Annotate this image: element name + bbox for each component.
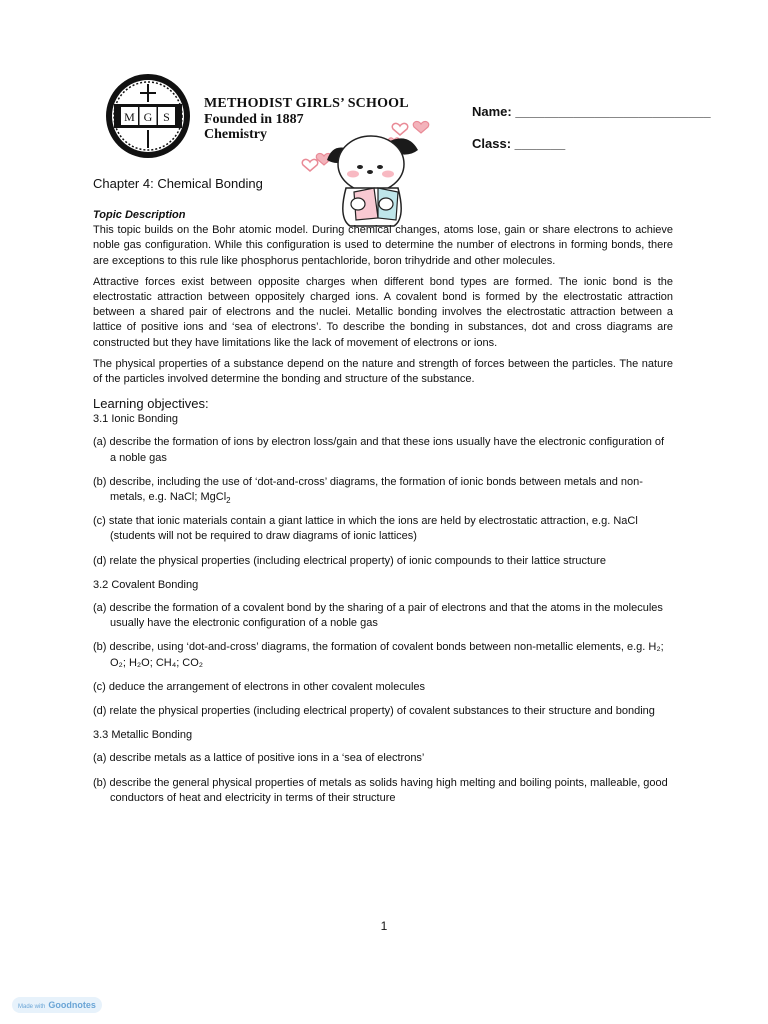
objective-ionic-b-text: (b) describe, including the use of ‘dot-and-cross’ diagrams, the formation of ionic bonds between metals and non- metals, e.g. NaCl; MgCl — [93, 475, 643, 504]
topic-paragraph-1: This topic builds on the Bohr atomic model. During chemical changes, atoms lose, gain or share electrons to achieve noble gas configuration. While this configuration is used to determine the number of electrons in forming bonds, there are exceptions to this rule like phosphorus pentachloride, boron trihydride and other molecules. — [93, 224, 673, 267]
crest-letter-g: G — [143, 110, 153, 124]
name-field: Name: ___________________________ — [472, 104, 711, 119]
section-ionic-title: 3.1 Ionic Bonding — [93, 413, 179, 426]
objectives-heading: Learning objectives: — [93, 396, 209, 412]
main-content — [93, 208, 673, 815]
objective-covalent-d: (d) relate the physical properties (including electrical property) of covalent substances to their structure and bonding — [93, 705, 655, 718]
founded-line: Founded in 1887 — [204, 112, 304, 127]
topic-paragraph-3: The physical properties of a substance depend on the nature and strength of forces between the particles. The nature of the particles involved determine the bonding and structure of the substance. — [93, 357, 673, 386]
objective-ionic-b-subscript: 2 — [226, 496, 231, 506]
objective-ionic-a: (a) describe the formation of ions by electron loss/gain and that these ions usually have the electronic configuration of a noble gas — [93, 436, 665, 464]
objective-ionic-b — [93, 475, 673, 505]
objective-covalent-b: (b) describe, using ‘dot-and-cross’ diagrams, the formation of covalent bonds between non-metallic elements, e.g. H₂; O₂; H₂O; CH₄; CO₂ — [93, 641, 664, 669]
objective-covalent-a: (a) describe the formation of a covalent bond by the sharing of a pair of electrons and that the atoms in the molecules usually have the electronic configuration of a noble gas — [93, 602, 663, 630]
goodnotes-badge[interactable] — [12, 997, 102, 1013]
page-number: 1 — [380, 919, 388, 933]
crest-letter-m: M — [124, 110, 135, 124]
section-covalent-title: 3.2 Covalent Bonding — [93, 578, 199, 591]
objective-covalent-c: (c) deduce the arrangement of electrons in other covalent molecules — [93, 680, 426, 693]
chapter-title: Chapter 4: Chemical Bonding — [93, 176, 263, 191]
objective-ionic-d: (d) relate the physical properties (including electrical property) of ionic compounds to their lattice structure — [93, 554, 606, 567]
badge-prefix: Made with — [18, 1004, 46, 1010]
objective-metallic-b: (b) describe the general physical properties of metals as solids having high melting and boiling points, malleable, good conductors of heat and electricity in terms of their structure — [93, 776, 668, 804]
objective-metallic-a: (a) describe metals as a lattice of positive ions in a ‘sea of electrons’ — [93, 752, 425, 765]
subject-line: Chemistry — [204, 127, 267, 142]
crest-letter-s: S — [163, 110, 170, 124]
class-field: Class: _______ — [472, 136, 566, 151]
badge-brand: Goodnotes — [48, 1000, 96, 1010]
section-metallic-title: 3.3 Metallic Bonding — [93, 729, 193, 742]
topic-paragraph-2: Attractive forces exist between opposite charges when different bond types are formed. The ionic bond is the electrostatic attraction between oppositely charged ions. A covalent bond is formed by the electrostatic attraction between a shared pair of electrons and the nuclei. Metallic bonding involves the electrostatic attraction between a lattice of positive ions and ‘sea of electrons’. To describe the bonding in substances, dot and cross diagrams are constructed but they have limitations like the lack of movement of electrons or ions. — [93, 275, 673, 349]
school-crest-icon — [104, 72, 192, 160]
objective-ionic-c: (c) state that ionic materials contain a giant lattice in which the ions are held by electrostatic attraction, e.g. NaCl (students will not be required to draw diagrams of ionic lattices) — [93, 515, 638, 543]
topic-heading: Topic Description — [93, 209, 186, 221]
school-name: METHODIST GIRLS’ SCHOOL — [204, 96, 409, 111]
